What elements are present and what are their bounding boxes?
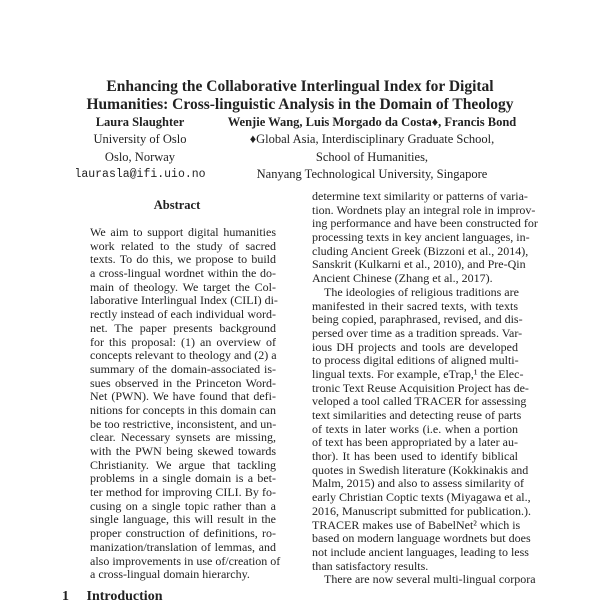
body-text-line: of texts in later works (i.e. when a portion [312,421,518,436]
author-email: laurasla@ifi.uio.no [74,167,206,181]
abstract-line: problems in a single domain is a bet- [90,471,276,486]
author-block-right [212,114,532,183]
body-text-line: to process digital editions of aligned multi- [312,353,519,368]
body-text-line: ing performance and have been constructed for [312,216,538,231]
abstract-line: work related to the study of sacred [90,238,276,253]
body-text-line: manifested in their sacred texts, with texts [312,298,518,313]
body-text-line: Sanskrit (Kulkarni et al., 2010), and Pre-Qin [312,257,526,272]
abstract-line: summary of the domain-associated is- [90,361,276,376]
abstract-line: manization/translation of lemmas, and [90,539,276,554]
body-text-line: not include ancient languages, leading to less [312,544,529,559]
body-text-line: Ancient Chinese (Zhang et al., 2017). [312,271,493,286]
body-text-line: thor). It has been used to identify biblical [312,449,518,464]
abstract-line: We aim to support digital humanities [90,225,276,239]
body-text-line: text similarities and detecting reuse of parts [312,408,522,422]
abstract-line: with the PWN being skewed towards [90,444,276,458]
abstract-line: clear. Necessary synsets are missing, [90,430,276,445]
body-text-line: of text has been appropriated by a later au- [312,435,518,450]
abstract-line: main of theology. We target the Col- [90,279,276,294]
author-affiliation-2: School of Humanities, [315,149,429,164]
abstract-line: for this proposal: (1) an overview of [90,334,276,349]
body-text-line: tion. Wordnets play an integral role in improv- [312,202,536,217]
body-text-line: TRACER makes use of BabelNet² which is [312,517,521,532]
body-text-line: determine text similarity or patterns of varia- [312,189,528,203]
section-number: 1 [62,589,69,604]
body-text-line: The ideologies of religious traditions are [324,284,519,299]
abstract-line: laborative Interlingual Index (CILI) di- [90,293,278,308]
abstract-line: texts. To do this, we propose to build [90,252,276,267]
right-column-body [312,189,538,587]
section-title: Introduction [86,589,163,604]
body-text-line: There are now several multi-lingual corpora [324,572,536,587]
abstract-line: rectly instead of each individual word- [90,307,276,322]
abstract-line: concepts relevant to theology and (2) a [90,348,277,363]
body-text-line: ious DH projects and tools are developed [312,339,518,354]
body-text-line: cluding Ancient Greek (Bizzoni et al., 2014), [312,243,529,258]
body-text-line: early Christian Coptic texts (Miyagawa et al., [312,490,531,505]
abstract-line: be too restrictive, inconsistent, and un- [90,416,277,431]
abstract-line: net. The paper presents background [90,320,276,335]
abstract-body [90,225,281,582]
author-block-left [70,114,210,183]
abstract-line: cusing on a single topic rather than a [90,498,276,513]
paper-title-line-2: Humanities: Cross-linguistic Analysis in the Domain of Theology [86,96,514,113]
body-text-line: processing texts in key ancient languages, in- [312,230,530,245]
body-text-line: lingual texts. For example, eTrap,¹ the Elec- [312,366,524,381]
body-text-line: persed over time as a tradition spreads. Var- [312,325,523,340]
abstract-line: also improvements in use of/creation of [90,553,281,568]
body-text-line: Malm, 2015) and also to assess similarity of [312,476,524,491]
abstract-line: Christianity. We argue that tackling [90,457,276,472]
abstract-line: a cross-lingual domain hierarchy. [90,567,250,582]
abstract-line: nitions for concepts in this domain can [90,402,276,417]
body-text-line: than satisfactory results. [312,558,429,573]
author-names: Wenjie Wang, Luis Morgado da Costa♦, Francis Bond [227,115,517,129]
abstract-line: sues observed in the Princeton Word- [90,375,276,390]
abstract-line: a cross-lingual wordnet within the do- [90,266,276,281]
body-text-line: veloped a tool called TRACER for assessing [312,394,527,409]
abstract-heading: Abstract [153,198,201,212]
paper-title-line-1: Enhancing the Collaborative Interlingual Index for Digital [106,78,494,95]
body-text-line: being copied, paraphrased, revised, and dis- [312,312,523,327]
abstract-line: ter method for improving CILI. By fo- [90,485,276,500]
abstract-line: proper construction of definitions, ro- [90,526,276,541]
author-affiliation-1: ♦Global Asia, Interdisciplinary Graduate School, [249,132,495,147]
abstract-line: Net (PWN). We have found that defi- [90,389,276,404]
body-text-line: 2016, Manuscript submitted for publication.). [312,503,531,518]
author-name: Laura Slaughter [95,115,185,129]
author-location: Oslo, Norway [104,149,176,164]
body-text-line: based on modern language wordnets but does [312,531,531,546]
author-affiliation-3: Nanyang Technological University, Singapore [256,166,488,181]
body-text-line: quotes in Swedish literature (Kokkinakis and [312,462,529,477]
section-heading [62,589,162,605]
abstract-line: single language, this will result in the [90,512,276,527]
body-text-line: tronic Text Reuse Acquisition Project has de- [312,380,529,395]
author-affiliation: University of Oslo [93,132,187,147]
